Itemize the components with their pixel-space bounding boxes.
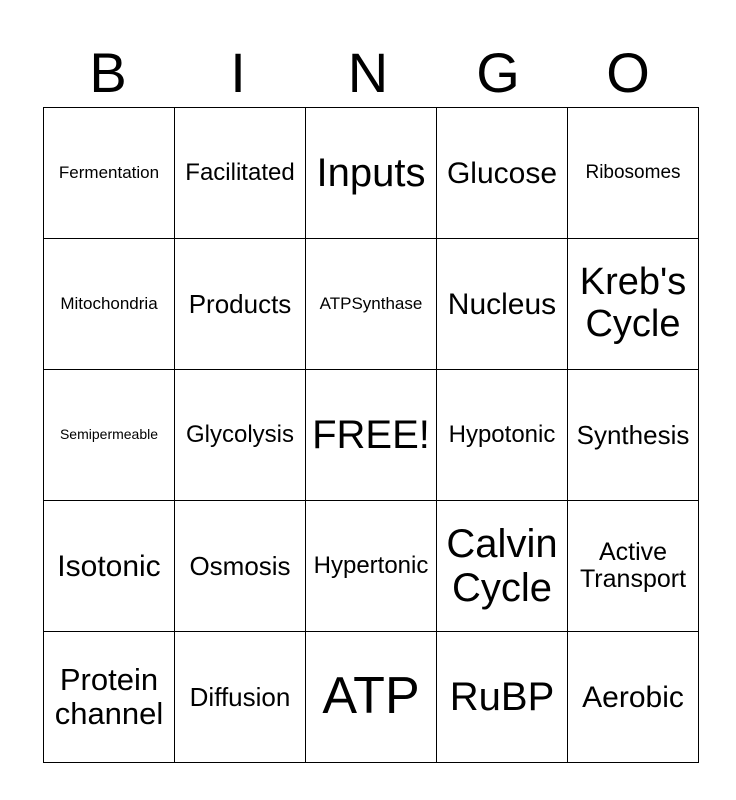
board-row-4 [44,501,699,632]
cell-label: Ribosomes [585,161,681,183]
bingo-cell[interactable] [44,108,175,239]
cell-label: Aerobic [582,680,684,714]
cell-label: RuBP [449,675,555,719]
bingo-cell[interactable] [437,370,568,501]
cell-label: Calvin Cycle [446,522,558,610]
header-letter-n: N [347,41,389,104]
cell-label: Mitochondria [60,293,158,313]
cell-label: Semipermeable [59,426,159,443]
bingo-cell[interactable] [568,370,699,501]
bingo-cell[interactable] [44,239,175,370]
bingo-cell[interactable] [437,632,568,763]
cell-label: FREE! [312,413,430,457]
bingo-cell[interactable] [306,239,437,370]
cell-label: Osmosis [189,550,291,581]
bingo-cell[interactable] [175,501,306,632]
board-row-5 [44,632,699,763]
bingo-cell[interactable] [437,108,568,239]
bingo-cell[interactable] [44,370,175,501]
cell-label: Active Transport [579,537,687,593]
cell-label: Glucose [446,156,558,190]
bingo-cell[interactable] [175,108,306,239]
bingo-cell[interactable] [306,632,437,763]
cell-label: Fermentation [58,162,160,182]
bingo-cell[interactable] [568,239,699,370]
cell-label: Diffusion [189,681,291,712]
header-letter-g: G [476,41,520,104]
cell-label: Facilitated [185,158,295,186]
cell-label: Hypotonic [448,420,556,448]
bingo-cell[interactable] [437,239,568,370]
cell-label: ATP [322,667,420,726]
free-space-cell[interactable] [306,370,437,501]
cell-label: Isotonic [57,549,161,583]
cell-label: ATPSynthase [319,293,423,313]
board-row-1 [44,108,699,239]
cell-label: Products [188,288,292,319]
bingo-header [43,40,693,106]
header-letter-o: O [606,41,650,104]
bingo-board [43,107,699,763]
bingo-cell[interactable] [44,501,175,632]
bingo-cell[interactable] [306,108,437,239]
bingo-cell[interactable] [306,501,437,632]
cell-label: Nucleus [447,287,557,321]
bingo-cell[interactable] [568,632,699,763]
bingo-cell[interactable] [175,239,306,370]
bingo-cell[interactable] [437,501,568,632]
header-letter-b: B [89,41,127,104]
cell-label: Protein channel [54,661,164,731]
cell-label: Inputs [316,151,426,195]
cell-label: Kreb's Cycle [579,261,687,345]
cell-label: Glycolysis [185,420,294,448]
bingo-cell[interactable] [44,632,175,763]
bingo-cell[interactable] [175,370,306,501]
board-row-2 [44,239,699,370]
bingo-cell[interactable] [568,501,699,632]
board-row-3 [44,370,699,501]
bingo-cell[interactable] [568,108,699,239]
header-letter-i: I [230,41,246,104]
cell-label: Hypertonic [313,551,429,579]
cell-label: Synthesis [576,419,690,450]
bingo-cell[interactable] [175,632,306,763]
